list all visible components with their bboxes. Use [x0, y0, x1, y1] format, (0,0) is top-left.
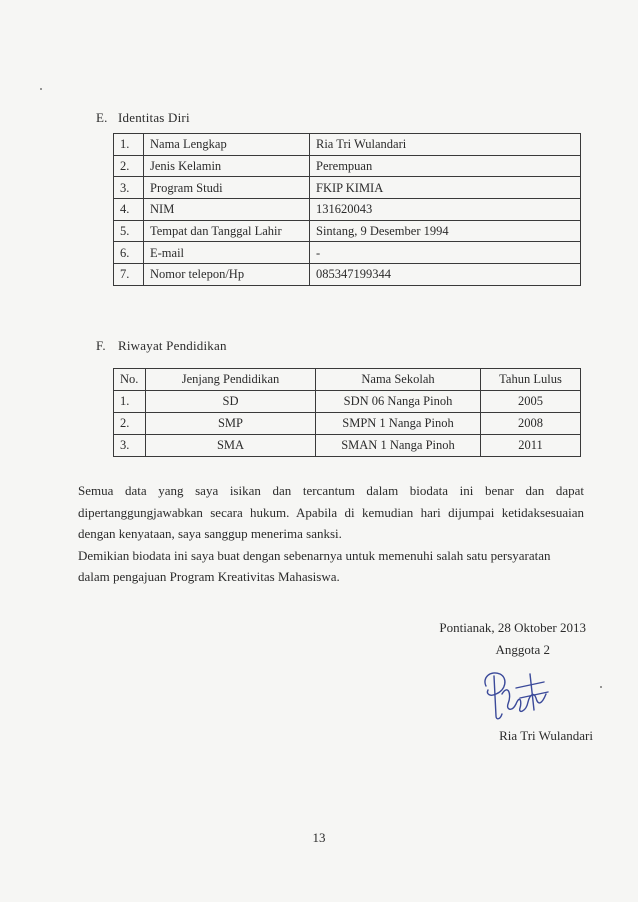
row-value: FKIP KIMIA [310, 177, 581, 199]
scan-speck [600, 686, 602, 688]
header-no: No. [114, 369, 146, 391]
table-row [114, 242, 581, 264]
row-number: 5. [114, 220, 144, 242]
row-value: 085347199344 [310, 264, 581, 286]
row-number: 6. [114, 242, 144, 264]
table-row [114, 391, 581, 413]
section-f-letter: F. [96, 338, 106, 353]
statement-line: dalam pengajuan Program Kreativitas Mahasiswa. [78, 569, 340, 584]
row-value: Ria Tri Wulandari [310, 134, 581, 156]
handwritten-signature [472, 664, 562, 724]
table-row [114, 177, 581, 199]
row-year: 2005 [481, 391, 581, 413]
section-e-title: Identitas Diri [118, 110, 190, 125]
row-year: 2008 [481, 413, 581, 435]
row-value: Perempuan [310, 155, 581, 177]
row-level: SMA [146, 435, 316, 457]
table-row [114, 264, 581, 286]
row-label: E-mail [144, 242, 310, 264]
row-value: Sintang, 9 Desember 1994 [310, 220, 581, 242]
header-level: Jenjang Pendidikan [146, 369, 316, 391]
row-value: - [310, 242, 581, 264]
row-number: 2. [114, 413, 146, 435]
section-e-letter: E. [96, 110, 108, 125]
statement-paragraph [78, 480, 584, 588]
row-label: Nomor telepon/Hp [144, 264, 310, 286]
section-f-title: Riwayat Pendidikan [118, 338, 227, 353]
row-label: Tempat dan Tanggal Lahir [144, 220, 310, 242]
row-label: NIM [144, 199, 310, 221]
page-number: 13 [312, 830, 326, 845]
statement-line: Demikian biodata ini saya buat dengan sebenarnya untuk memenuhi salah satu persyaratan [78, 547, 551, 563]
table-row [114, 199, 581, 221]
row-number: 3. [114, 177, 144, 199]
header-school: Nama Sekolah [316, 369, 481, 391]
signature-name: Ria Tri Wulandari [499, 728, 593, 743]
row-label: Nama Lengkap [144, 134, 310, 156]
table-row [114, 413, 581, 435]
row-value: 131620043 [310, 199, 581, 221]
row-number: 2. [114, 155, 144, 177]
table-header-row [114, 369, 581, 391]
row-number: 3. [114, 435, 146, 457]
statement-line: dengan kenyataan, saya sanggup menerima sanksi. [78, 526, 342, 541]
table-row [114, 134, 581, 156]
row-level: SD [146, 391, 316, 413]
row-school: SDN 06 Nanga Pinoh [316, 391, 481, 413]
row-year: 2011 [481, 435, 581, 457]
scan-speck [40, 88, 42, 90]
row-school: SMAN 1 Nanga Pinoh [316, 435, 481, 457]
table-row [114, 435, 581, 457]
row-label: Program Studi [144, 177, 310, 199]
row-number: 1. [114, 134, 144, 156]
header-year: Tahun Lulus [481, 369, 581, 391]
row-label: Jenis Kelamin [144, 155, 310, 177]
signature-place-date: Pontianak, 28 Oktober 2013 [439, 620, 586, 635]
education-table [113, 368, 581, 457]
row-number: 1. [114, 391, 146, 413]
section-e-heading [96, 110, 190, 126]
signature-role: Anggota 2 [495, 642, 550, 657]
statement-line: Semua data yang saya isikan dan tercantum dalam biodata ini benar dan dapat [78, 483, 584, 498]
row-level: SMP [146, 413, 316, 435]
row-number: 7. [114, 264, 144, 286]
row-school: SMPN 1 Nanga Pinoh [316, 413, 481, 435]
table-row [114, 220, 581, 242]
statement-line: dipertanggungjawabkan secara hukum. Apabila di kemudian hari dijumpai ketidaksesuaian [78, 504, 584, 520]
section-f-heading [96, 338, 227, 354]
identity-table [113, 133, 581, 286]
row-number: 4. [114, 199, 144, 221]
table-row [114, 155, 581, 177]
